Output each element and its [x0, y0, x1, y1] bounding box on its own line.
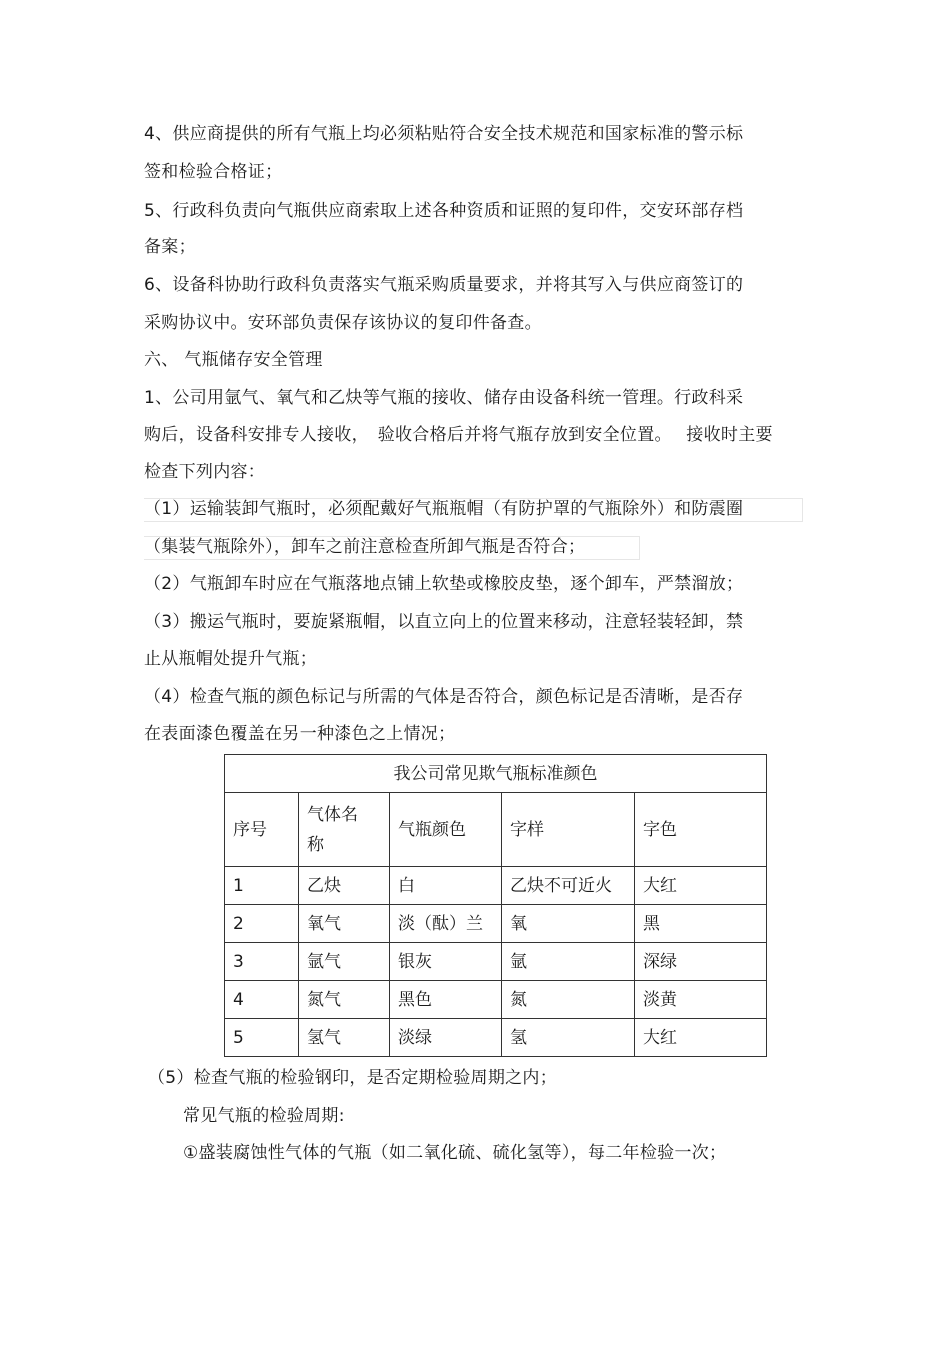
paragraph-line: 签和检验合格证；: [144, 162, 283, 182]
table-cell: 5: [225, 1019, 299, 1057]
table-row: [225, 867, 767, 905]
column-header: 字样: [502, 793, 635, 867]
table-cell: 4: [225, 981, 299, 1019]
table-cell: 3: [225, 943, 299, 981]
table-cell: 氩: [502, 943, 635, 981]
table-cell: 氮: [502, 981, 635, 1019]
table-cell: 白: [390, 867, 502, 905]
list-item: （4）检查气瓶的颜色标记与所需的气体是否符合，颜色标记是否清晰，是否存: [144, 687, 744, 707]
list-item: 在表面漆色覆盖在另一种漆色之上情况；: [144, 724, 456, 744]
gas-cylinder-color-table: [224, 754, 767, 1057]
table-caption: 我公司常见欺气瓶标准颜色: [225, 755, 767, 793]
paragraph-line: 1、公司用氩气、氧气和乙炔等气瓶的接收、储存由设备科统一管理。行政科采: [144, 388, 744, 408]
column-header: 序号: [225, 793, 299, 867]
table-cell: 1: [225, 867, 299, 905]
table-cell: 黑色: [390, 981, 502, 1019]
column-header: [299, 793, 390, 867]
table-row: [225, 905, 767, 943]
table-row: [225, 1019, 767, 1057]
paragraph-line: 检查下列内容：: [144, 462, 266, 482]
list-item: （1）运输装卸气瓶时，必须配戴好气瓶瓶帽（有防护罩的气瓶除外）和防震圈: [144, 499, 744, 519]
section-heading: 六、 气瓶储存安全管理: [144, 350, 323, 370]
paragraph-line: 5、行政科负责向气瓶供应商索取上述各种资质和证照的复印件，交安环部存档: [144, 201, 744, 221]
table-row: [225, 981, 767, 1019]
paragraph-line: 4、供应商提供的所有气瓶上均必须粘贴符合安全技术规范和国家标准的警示标: [144, 124, 744, 144]
table-cell: 乙炔: [299, 867, 390, 905]
column-header: 字色: [635, 793, 767, 867]
paragraph-line: 6、设备科协助行政科负责落实气瓶采购质量要求，并将其写入与供应商签订的: [144, 275, 744, 295]
list-item: （3）搬运气瓶时，要旋紧瓶帽，以直立向上的位置来移动，注意轻装轻卸，禁: [144, 612, 744, 632]
subheading: 常见气瓶的检验周期:: [183, 1106, 345, 1126]
paragraph-line: 采购协议中。安环部负责保存该协议的复印件备查。: [144, 313, 542, 333]
list-item: （集装气瓶除外），卸车之前注意检查所卸气瓶是否符合；: [144, 537, 586, 557]
table-cell: 氢: [502, 1019, 635, 1057]
table-cell: 2: [225, 905, 299, 943]
table-cell: 氢气: [299, 1019, 390, 1057]
table-cell: 深绿: [635, 943, 767, 981]
table-row: [225, 943, 767, 981]
table-cell: 氩气: [299, 943, 390, 981]
list-item: （2）气瓶卸车时应在气瓶落地点铺上软垫或橡胶皮垫，逐个卸车，严禁溜放；: [144, 574, 744, 594]
list-item: （5）检查气瓶的检验钢印，是否定期检验周期之内；: [148, 1068, 558, 1088]
paragraph-line: 购后，设备科安排专人接收， 验收合格后并将气瓶存放到安全位置。 接收时主要: [144, 425, 773, 445]
table-cell: 氧: [502, 905, 635, 943]
table-cell: 淡黄: [635, 981, 767, 1019]
table-cell: 氧气: [299, 905, 390, 943]
table-cell: 银灰: [390, 943, 502, 981]
list-item: ①盛装腐蚀性气体的气瓶（如二氧化硫、硫化氢等），每二年检验一次；: [183, 1143, 727, 1163]
table-cell: 乙炔不可近火: [502, 867, 635, 905]
table-cell: 淡绿: [390, 1019, 502, 1057]
table-cell: 黑: [635, 905, 767, 943]
header-line: 气体名: [307, 804, 358, 825]
table-cell: 大红: [635, 867, 767, 905]
header-line: 称: [307, 834, 324, 855]
list-item: 止从瓶帽处提升气瓶；: [144, 649, 317, 669]
paragraph-line: 备案；: [144, 237, 196, 257]
table-cell: 淡（酞）兰: [390, 905, 502, 943]
column-header: 气瓶颜色: [390, 793, 502, 867]
table-cell: 大红: [635, 1019, 767, 1057]
table-cell: 氮气: [299, 981, 390, 1019]
